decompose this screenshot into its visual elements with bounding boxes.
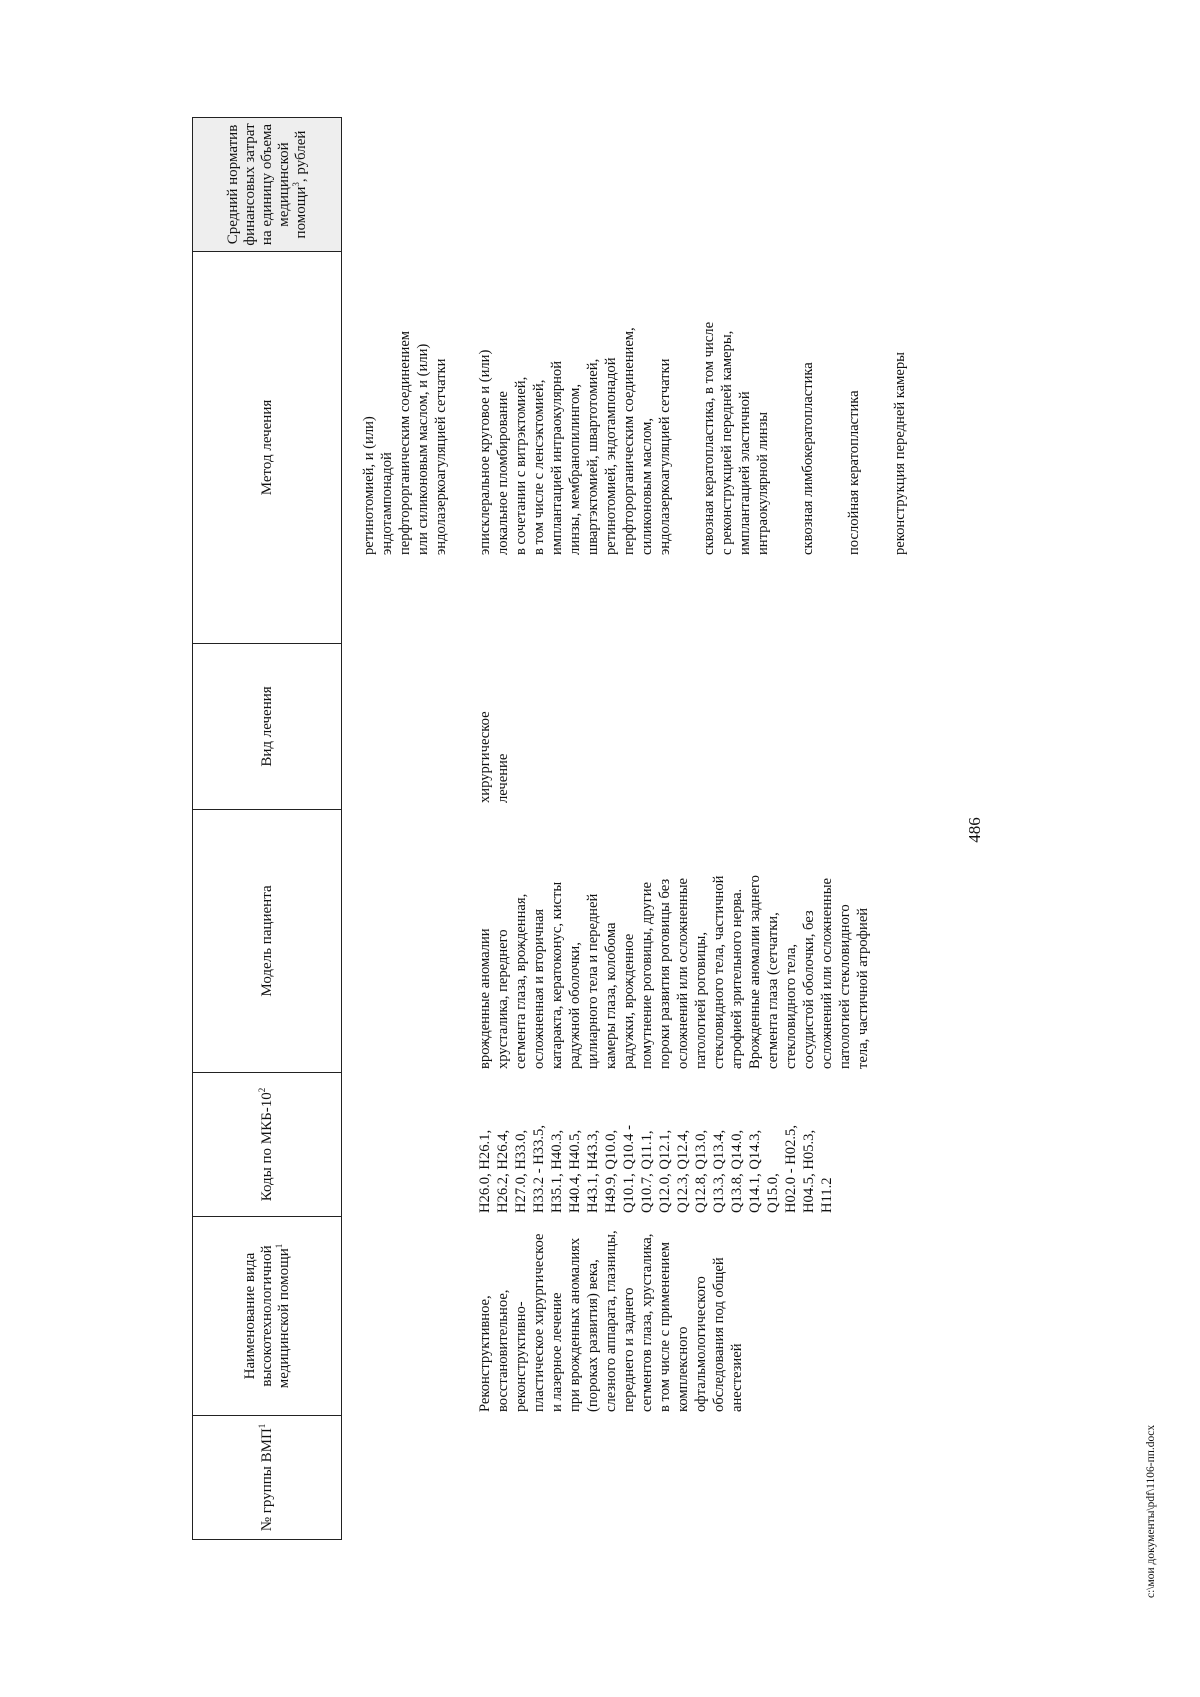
table-header-row <box>193 118 342 1540</box>
method-limbokeratoplasty: сквозная лимбокератопластика <box>800 362 816 555</box>
method-anterior-chamber: реконструкция передней камеры <box>892 352 908 555</box>
header-group-number: № группы ВМП$^1$ <box>193 1416 342 1540</box>
page-number: 486 <box>965 817 984 843</box>
treatment-type: хирургическое лечение <box>477 711 511 803</box>
rotated-page <box>20 50 1180 1610</box>
icd-codes: H26.0, H26.1, H26.2, H26.4, H27.0, H33.0, H33.2 - H33.5, H35.1, H40.3, H40.4, H40.5, H43.1, H43.3, H49.9, Q10.0, Q10.1, Q10.4 - Q10.7, Q11.1, Q12.0, Q12.1, Q12.3, Q12.4, Q12.8, Q13.0, Q13.3, Q13.4, Q13.8, Q14.0, Q14.1, Q14.3, Q15.0, H02.0 - H02.5, H04.5, H05.3, H11.2 <box>477 1125 835 1213</box>
header-treatment-method: Метод лечения <box>193 252 342 644</box>
continuation-methods: ретинотомией, и (или) эндотампонадой перфторорганическим соединением или силиконовым маслом, и (или) эндолазеркоагуляцией сетчатки <box>361 330 449 555</box>
header-icd-codes: Коды по МКБ-$10^2$ <box>193 1073 342 1217</box>
method-penetrating-keratoplasty: сквозная кератопластика, в том числе с реконструкцией передней камеры, имплантацией эластичной интраокулярной линзы <box>701 321 771 555</box>
method-lamellar-keratoplasty: послойная кератопластика <box>846 390 862 555</box>
header-care-name: Наименование вида высокотехнологичной медицинской помощи$^1$ <box>193 1217 342 1416</box>
header-patient-model: Модель пациента <box>193 810 342 1073</box>
patient-model: врожденные аномалии хрусталика, переднего сегмента глаза, врожденная, осложненная и вторичная катаракта, кератоконус, кисты радужной оболочки, цилиарного тела и передней камеры глаза, колобома радужки, врожденное помутнение роговицы, другие пороки развития роговицы без осложнений или осложненные патологией роговицы, стекловидного тела, частичной атрофией зрительного нерва. Врожденные аномалии заднего сегмента глаза (сетчатки, стекловидного тела, сосудистой оболочки, без осложнений или осложненные патологией стекловидного тела, частичной атрофией <box>477 875 871 1069</box>
medical-care-table <box>192 117 342 1540</box>
header-treatment-type: Вид лечения <box>193 644 342 810</box>
footer-file-path: c:\мои документы\pdf\1106-пп.docx <box>1145 1424 1157 1598</box>
header-cost-standard: Средний норматив финансовых затрат на единицу объема медицинской помощи$^3$, рублей <box>193 118 342 252</box>
method-episcleral: эписклеральное круговое и (или) локальное пломбирование в сочетании с витрэктомией, в том числе с ленсэктомией, имплантацией интраокулярной линзы, мембранопилингом, швартэктомией, швартотомией, ретинотомией, эндотампонадой перфторорганическим соединением, силиконовым маслом, эндолазеркоагуляцией сетчатки <box>477 327 673 555</box>
group-name: Реконструктивное, восстановительное, реконструктивно- пластическое хирургическое и лазерное лечение при врожденных аномалиях (пороках развития) века, слезного аппарата, глазницы, переднего и заднего сегментов глаза, хрусталика, в том числе с применением комплексного офтальмологического обследования под общей анестезией <box>477 1230 745 1412</box>
